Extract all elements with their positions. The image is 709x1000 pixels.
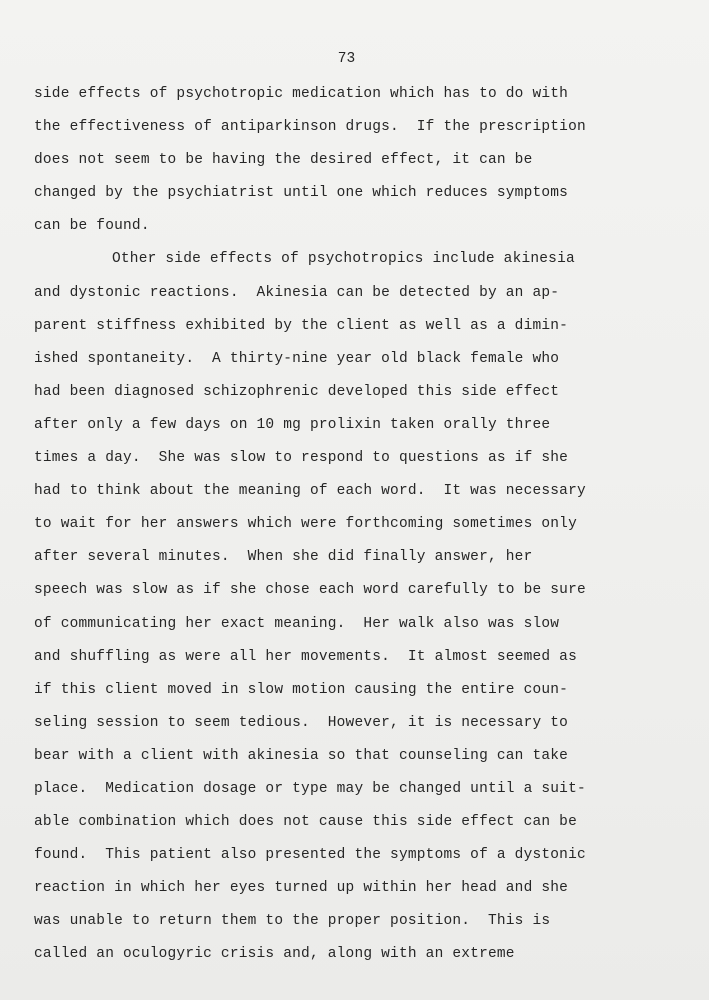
text-line: was unable to return them to the proper position. This is: [34, 913, 551, 930]
text-line: had to think about the meaning of each word. It was necessary: [34, 483, 586, 500]
text-line: after only a few days on 10 mg prolixin taken orally three: [34, 416, 551, 433]
text-line: ished spontaneity. A thirty-nine year old black female who: [34, 350, 560, 367]
paragraph-start-line: Other side effects of psychotropics include akinesia: [112, 251, 575, 268]
text-line: the effectiveness of antiparkinson drugs. If the prescription: [34, 119, 586, 136]
text-line: speech was slow as if she chose each word carefully to be sure: [34, 582, 586, 599]
page-number: 73: [337, 51, 356, 67]
text-line: found. This patient also presented the symptoms of a dystonic: [34, 847, 586, 864]
text-line: had been diagnosed schizophrenic developed this side effect: [34, 383, 560, 400]
text-line: if this client moved in slow motion causing the entire coun-: [34, 681, 569, 698]
text-line: side effects of psychotropic medication which has to do with: [34, 86, 569, 102]
text-line: can be found.: [34, 218, 150, 235]
text-line: seling session to seem tedious. However, it is necessary to: [34, 714, 569, 731]
text-line: and dystonic reactions. Akinesia can be detected by an ap-: [34, 284, 560, 301]
text-line: after several minutes. When she did finally answer, her: [34, 549, 533, 566]
text-line: bear with a client with akinesia so that counseling can take: [34, 747, 569, 764]
text-line: of communicating her exact meaning. Her walk also was slow: [34, 615, 560, 632]
text-line: changed by the psychiatrist until one which reduces symptoms: [34, 185, 569, 202]
body-text: [34, 78, 694, 972]
text-line: parent stiffness exhibited by the client as well as a dimin-: [34, 317, 569, 334]
text-line: does not seem to be having the desired effect, it can be: [34, 152, 533, 169]
text-line: place. Medication dosage or type may be changed until a suit-: [34, 780, 586, 797]
text-line: times a day. She was slow to respond to questions as if she: [34, 450, 569, 467]
text-line: called an oculogyric crisis and, along with an extreme: [34, 946, 515, 963]
text-line: and shuffling as were all her movements. It almost seemed as: [34, 648, 577, 665]
text-line: to wait for her answers which were forthcoming sometimes only: [34, 516, 577, 533]
text-line: reaction in which her eyes turned up within her head and she: [34, 880, 569, 897]
text-line: able combination which does not cause this side effect can be: [34, 814, 577, 831]
